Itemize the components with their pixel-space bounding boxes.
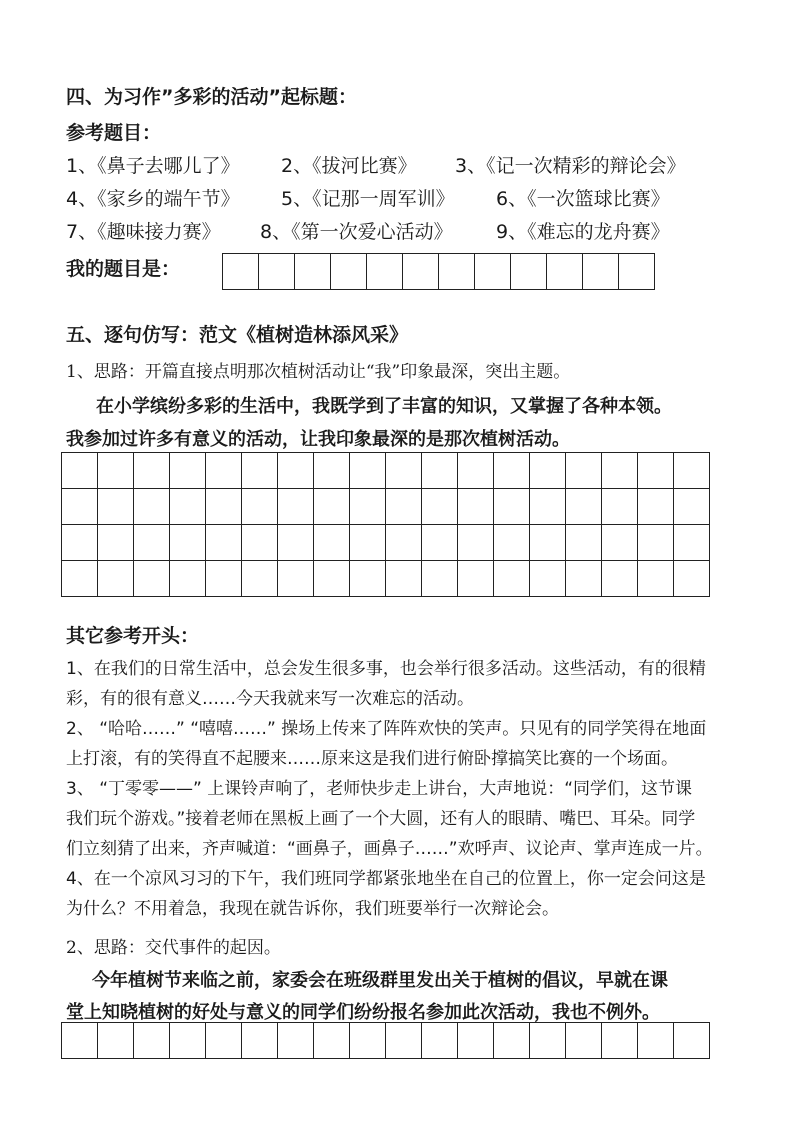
- reference-line: 为什么？不用着急，我现在就告诉你，我们班要举行一次辩论会。: [66, 899, 559, 919]
- title-grid-cell[interactable]: [475, 254, 511, 290]
- grid-cell[interactable]: [530, 561, 566, 597]
- grid-cell[interactable]: [242, 1023, 278, 1059]
- grid-cell[interactable]: [62, 453, 98, 489]
- grid-cell[interactable]: [494, 525, 530, 561]
- title-grid-cell[interactable]: [331, 254, 367, 290]
- grid-row: [62, 453, 710, 489]
- grid-cell[interactable]: [350, 489, 386, 525]
- grid-cell[interactable]: [350, 453, 386, 489]
- grid-cell[interactable]: [314, 561, 350, 597]
- grid-cell[interactable]: [350, 561, 386, 597]
- reference-line: 上打滚，有的笑得直不起腰来……原来这是我们进行俯卧撑搞笑比赛的一个场面。: [66, 749, 678, 769]
- grid-cell[interactable]: [566, 453, 602, 489]
- grid-cell[interactable]: [458, 561, 494, 597]
- title-grid-cell[interactable]: [223, 254, 259, 290]
- grid-cell[interactable]: [350, 525, 386, 561]
- grid-cell[interactable]: [62, 489, 98, 525]
- grid-cell[interactable]: [206, 1023, 242, 1059]
- title-grid-cell[interactable]: [511, 254, 547, 290]
- grid-cell[interactable]: [170, 525, 206, 561]
- reference-line: 4、在一个凉风习习的下午，我们班同学都紧张地坐在自己的位置上，你一定会问这是: [66, 869, 706, 889]
- grid-cell[interactable]: [278, 489, 314, 525]
- grid-cell[interactable]: [530, 525, 566, 561]
- other-openings-heading: 其它参考开头：: [66, 625, 200, 647]
- title-grid-cell[interactable]: [295, 254, 331, 290]
- grid-cell[interactable]: [458, 453, 494, 489]
- title-grid-cell[interactable]: [367, 254, 403, 290]
- title-grid-cell[interactable]: [259, 254, 295, 290]
- my-title-grid[interactable]: [222, 253, 655, 290]
- title-option-7: 7、《趣味接力赛》: [66, 221, 221, 243]
- grid-cell[interactable]: [62, 561, 98, 597]
- grid-cell[interactable]: [278, 525, 314, 561]
- grid-row: [62, 1023, 710, 1059]
- grid-cell[interactable]: [206, 453, 242, 489]
- title-option-6: 6、《一次篮球比赛》: [496, 188, 670, 210]
- grid-cell[interactable]: [422, 1023, 458, 1059]
- grid-cell[interactable]: [422, 489, 458, 525]
- grid-cell[interactable]: [422, 453, 458, 489]
- grid-cell[interactable]: [170, 489, 206, 525]
- grid-cell[interactable]: [386, 453, 422, 489]
- grid-cell[interactable]: [638, 489, 674, 525]
- reference-titles-label: 参考题目：: [66, 122, 162, 144]
- grid-cell[interactable]: [314, 1023, 350, 1059]
- section4-heading: 四、为习作”多彩的活动”起标题：: [66, 86, 357, 108]
- grid-cell[interactable]: [62, 1023, 98, 1059]
- reference-line: 1、在我们的日常生活中，总会发生很多事，也会举行很多活动。这些活动，有的很精: [66, 659, 706, 679]
- grid-cell[interactable]: [566, 1023, 602, 1059]
- grid-cell[interactable]: [386, 1023, 422, 1059]
- title-grid-cell[interactable]: [619, 254, 655, 290]
- idea-1: 1、思路：开篇直接点明那次植树活动让“我”印象最深，突出主题。: [66, 362, 571, 382]
- writing-grid-2[interactable]: [61, 1022, 710, 1059]
- model-sentence-2-line2: 堂上知晓植树的好处与意义的同学们纷纷报名参加此次活动，我也不例外。: [66, 1002, 660, 1023]
- grid-row: [62, 561, 710, 597]
- grid-cell[interactable]: [566, 489, 602, 525]
- grid-cell[interactable]: [206, 489, 242, 525]
- grid-row: [62, 489, 710, 525]
- grid-cell[interactable]: [98, 1023, 134, 1059]
- grid-cell[interactable]: [530, 453, 566, 489]
- grid-cell[interactable]: [278, 1023, 314, 1059]
- idea-2: 2、思路：交代事件的起因。: [66, 938, 281, 958]
- grid-cell[interactable]: [314, 489, 350, 525]
- reference-line: 彩，有的很有意义……今天我就来写一次难忘的活动。: [66, 689, 474, 709]
- grid-cell[interactable]: [602, 1023, 638, 1059]
- grid-cell[interactable]: [134, 561, 170, 597]
- grid-cell[interactable]: [206, 525, 242, 561]
- grid-cell[interactable]: [674, 453, 710, 489]
- grid-cell[interactable]: [134, 453, 170, 489]
- title-option-9: 9、《难忘的龙舟赛》: [496, 221, 670, 243]
- grid-cell[interactable]: [386, 489, 422, 525]
- grid-cell[interactable]: [242, 453, 278, 489]
- reference-line: 2、 “哈哈……” “嘻嘻……” 操场上传来了阵阵欢快的笑声。只见有的同学笑得在地面: [66, 719, 707, 739]
- grid-cell[interactable]: [98, 561, 134, 597]
- grid-cell[interactable]: [494, 489, 530, 525]
- grid-cell[interactable]: [386, 561, 422, 597]
- reference-line: 我们玩个游戏。”接着老师在黑板上画了一个大圆，还有人的眼睛、嘴巴、耳朵。同学: [66, 809, 696, 829]
- grid-cell[interactable]: [458, 489, 494, 525]
- grid-cell[interactable]: [494, 1023, 530, 1059]
- grid-cell[interactable]: [638, 453, 674, 489]
- title-option-2: 2、《拔河比赛》: [281, 155, 417, 177]
- title-grid-cell[interactable]: [403, 254, 439, 290]
- grid-cell[interactable]: [530, 1023, 566, 1059]
- grid-cell[interactable]: [278, 453, 314, 489]
- grid-cell[interactable]: [98, 525, 134, 561]
- grid-cell[interactable]: [638, 525, 674, 561]
- grid-cell[interactable]: [134, 525, 170, 561]
- grid-cell[interactable]: [602, 489, 638, 525]
- grid-cell[interactable]: [458, 525, 494, 561]
- title-option-5: 5、《记那一周军训》: [281, 188, 455, 210]
- grid-cell[interactable]: [170, 453, 206, 489]
- grid-cell[interactable]: [458, 1023, 494, 1059]
- title-option-8: 8、《第一次爱心活动》: [260, 221, 453, 243]
- writing-grid-1[interactable]: [61, 452, 710, 597]
- grid-cell[interactable]: [674, 525, 710, 561]
- title-grid-cell[interactable]: [547, 254, 583, 290]
- reference-line: 3、 “丁零零——” 上课铃声响了，老师快步走上讲台，大声地说：“同学们，这节课: [66, 779, 693, 799]
- grid-cell[interactable]: [170, 1023, 206, 1059]
- grid-cell[interactable]: [386, 525, 422, 561]
- section5-heading: 五、逐句仿写：范文《植树造林添风采》: [66, 324, 409, 346]
- title-grid-cell[interactable]: [583, 254, 619, 290]
- grid-cell[interactable]: [206, 561, 242, 597]
- grid-cell[interactable]: [494, 453, 530, 489]
- grid-cell[interactable]: [674, 1023, 710, 1059]
- grid-cell[interactable]: [602, 525, 638, 561]
- grid-cell[interactable]: [566, 561, 602, 597]
- grid-row: [62, 525, 710, 561]
- grid-cell[interactable]: [350, 1023, 386, 1059]
- grid-cell[interactable]: [530, 489, 566, 525]
- grid-cell[interactable]: [494, 561, 530, 597]
- grid-cell[interactable]: [98, 453, 134, 489]
- title-option-3: 3、《记一次精彩的辩论会》: [455, 155, 686, 177]
- model-sentence-2-line1: 今年植树节来临之前，家委会在班级群里发出关于植树的倡议，早就在课: [92, 970, 668, 991]
- grid-cell[interactable]: [134, 489, 170, 525]
- grid-cell[interactable]: [314, 453, 350, 489]
- grid-cell[interactable]: [602, 453, 638, 489]
- grid-cell[interactable]: [242, 489, 278, 525]
- title-option-1: 1、《鼻子去哪儿了》: [66, 155, 240, 177]
- title-grid-cell[interactable]: [439, 254, 475, 290]
- grid-cell[interactable]: [134, 1023, 170, 1059]
- grid-cell[interactable]: [170, 561, 206, 597]
- grid-cell[interactable]: [602, 561, 638, 597]
- my-title-label: 我的题目是：: [66, 258, 181, 280]
- grid-cell[interactable]: [422, 561, 458, 597]
- grid-cell[interactable]: [62, 525, 98, 561]
- model-sentence-1-line1: 在小学缤纷多彩的生活中，我既学到了丰富的知识，又掌握了各种本领。: [96, 396, 672, 417]
- grid-cell[interactable]: [638, 561, 674, 597]
- grid-cell[interactable]: [98, 489, 134, 525]
- grid-cell[interactable]: [314, 525, 350, 561]
- grid-cell[interactable]: [566, 525, 602, 561]
- grid-cell[interactable]: [242, 525, 278, 561]
- grid-cell[interactable]: [242, 561, 278, 597]
- grid-cell[interactable]: [674, 561, 710, 597]
- grid-cell[interactable]: [278, 561, 314, 597]
- reference-line: 们立刻猜了出来，齐声喊道：“画鼻子，画鼻子……”欢呼声、议论声、掌声连成一片。: [66, 839, 713, 859]
- model-sentence-1-line2: 我参加过许多有意义的活动，让我印象最深的是那次植树活动。: [66, 429, 570, 450]
- title-option-4: 4、《家乡的端午节》: [66, 188, 240, 210]
- grid-cell[interactable]: [674, 489, 710, 525]
- grid-cell[interactable]: [422, 525, 458, 561]
- grid-cell[interactable]: [638, 1023, 674, 1059]
